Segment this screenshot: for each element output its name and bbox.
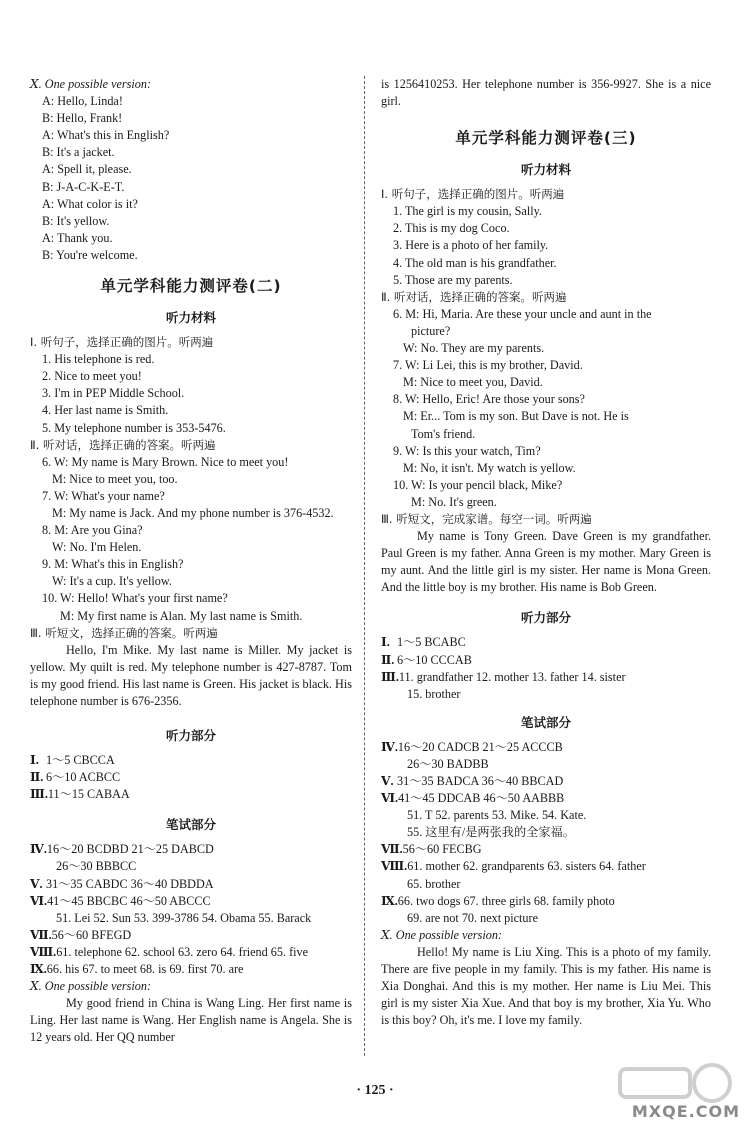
answer-number: Ⅲ. <box>30 787 48 802</box>
text-line: 5. Those are my parents. <box>393 272 513 287</box>
text-line: B: You're welcome. <box>42 247 138 262</box>
answer-line <box>381 807 711 824</box>
right-column <box>381 76 711 1029</box>
part-one-sentences-3 <box>381 203 711 288</box>
answer-text: 6～10 ACBCC <box>46 770 121 785</box>
text-line: 1. The girl is my cousin, Sally. <box>393 204 542 219</box>
text-line: 1. His telephone is red. <box>42 352 155 367</box>
answer-number: Ⅶ. <box>381 842 403 857</box>
answer-text: 15. brother <box>407 686 461 701</box>
answer-number: Ⅰ. <box>30 753 39 768</box>
answer-line <box>30 893 352 910</box>
dialogue-line: 7. W: What's your name? <box>42 488 165 503</box>
watermark-text: MXQE.COM <box>631 1102 740 1121</box>
answer-text: 16～20 CADCB 21～25 ACCCB <box>397 739 563 754</box>
answer-line <box>30 786 352 803</box>
text-line: A: What color is it? <box>42 196 138 211</box>
answer-line <box>30 841 352 858</box>
answer-line <box>30 876 352 893</box>
dialogue-line: M: Nice to meet you, too. <box>52 471 178 486</box>
text-line: B: It's yellow. <box>42 213 110 228</box>
text-line: A: What's this in English? <box>42 128 170 143</box>
section-title: 单元学科能力测评卷(二) <box>100 277 282 296</box>
answer-line <box>30 858 352 875</box>
written-part-heading-3: 笔试部分 <box>520 714 571 730</box>
dialogue-line: 8. W: Hello, Eric! Are those your sons? <box>393 392 585 407</box>
dialogue-line: 6. W: My name is Mary Brown. Nice to meet you! <box>42 454 289 469</box>
answer-number: Ⅱ. <box>381 652 395 667</box>
part-two-heading-3: Ⅱ. 听对话，选择正确的答案。听两遍 <box>381 289 567 304</box>
dialogue-line: W: No. I'm Helen. <box>52 540 142 555</box>
answer-number: Ⅳ. <box>381 739 398 754</box>
continued-passage: is 1256410253. Her telephone number is 356-9927. She is a nice girl. <box>381 77 711 109</box>
answer-line <box>381 686 711 703</box>
answer-number: Ⅳ. <box>30 842 47 857</box>
section-title-3: 单元学科能力测评卷(三) <box>455 129 637 148</box>
answer-text: 26～30 BBBCC <box>56 859 137 874</box>
answer-text: 31～35 CABDC 36～40 DBDDA <box>46 876 214 891</box>
answer-line <box>381 773 711 790</box>
answer-line <box>30 927 352 944</box>
version-passage: My good friend in China is Wang Ling. Her first name is Ling. Her last name is Wang. Her English name is Angela. She is 12 years old. Her QQ number <box>30 996 352 1045</box>
dialogue-line: 9. W: Is this your watch, Tim? <box>393 443 541 458</box>
dialogue-line: 6. M: Hi, Maria. Are these your uncle and aunt in the <box>393 306 652 321</box>
dialogue-line: M: Er... Tom is my son. But Dave is not. He is <box>403 409 629 424</box>
answer-text: 16～20 BCDBD 21～25 DABCD <box>46 842 214 857</box>
dialogue-line: M: My first name is Alan. My last name is Smith. <box>60 608 303 623</box>
text-line: A: Spell it, please. <box>42 162 132 177</box>
answer-line <box>30 769 352 786</box>
dialogue-line: M: No, it isn't. My watch is yellow. <box>403 460 576 475</box>
version-header-bottom: Ⅹ. One possible version: <box>30 979 152 994</box>
answer-text: 61. telephone 62. school 63. zero 64. friend 65. five <box>56 944 309 959</box>
answer-number: Ⅱ. <box>30 770 44 785</box>
dialogue-line: W: It's a cup. It's yellow. <box>52 574 172 589</box>
listening-answers <box>30 752 352 803</box>
written-answers-3 <box>381 739 711 927</box>
text-line: 5. My telephone number is 353-5476. <box>42 420 226 435</box>
answer-number: Ⅶ. <box>30 927 52 942</box>
answer-line <box>30 961 352 978</box>
listening-material-heading: 听力材料 <box>165 310 216 326</box>
text-line: B: J-A-C-K-E-T. <box>42 179 125 194</box>
answer-number: Ⅵ. <box>30 893 48 908</box>
written-part-heading: 笔试部分 <box>165 817 216 833</box>
answer-text: 41～45 DDCAB 46～50 AABBB <box>398 791 565 806</box>
answer-text: 41～45 BBCBC 46～50 ABCCC <box>47 893 211 908</box>
answer-number: Ⅲ. <box>381 669 399 684</box>
answer-number: Ⅷ. <box>381 859 408 874</box>
answer-number: Ⅸ. <box>381 893 398 908</box>
dialogue-line: 10. W: Hello! What's your first name? <box>42 591 228 606</box>
text-line: 3. Here is a photo of her family. <box>393 238 549 253</box>
dialogue-line: M: No. It's green. <box>411 494 497 509</box>
answer-line <box>381 841 711 858</box>
answer-line <box>30 944 352 961</box>
answer-number: Ⅰ. <box>381 635 390 650</box>
text-line: 4. The old man is his grandfather. <box>393 255 557 270</box>
dialogue-line: Tom's friend. <box>411 426 476 441</box>
answer-number: Ⅷ. <box>30 944 57 959</box>
listening-material-heading-3: 听力材料 <box>520 162 571 178</box>
answer-line <box>381 876 711 893</box>
answer-line <box>381 634 711 651</box>
answer-text: 11～15 CABAA <box>47 787 130 802</box>
answer-number: Ⅴ. <box>30 876 43 891</box>
answer-number: Ⅴ. <box>381 774 394 788</box>
answer-text: 65. brother <box>407 876 461 891</box>
part-three-passage-3: My name is Tony Green. Dave Green is my grandfather. Paul Green is my father. Anna Green is my mother. Mary Green is my aunt. And the little girl is my sister. Her name is Mona Green. And the little boy is my brother. His name is Bob Green. <box>381 529 711 595</box>
answer-text: 66. his 67. to meet 68. is 69. first 70. are <box>46 962 244 977</box>
dialogue-line: M: My name is Jack. And my phone number is 376-4532. <box>52 505 334 520</box>
dialogue-line: M: Nice to meet you, David. <box>403 375 543 390</box>
text-line: B: Hello, Frank! <box>42 111 123 126</box>
answer-text: 55. 这里有/是两张我的全家福。 <box>407 825 575 840</box>
part-one-sentences <box>30 351 352 436</box>
answer-line <box>381 739 711 756</box>
dialogue-line: picture? <box>411 323 451 338</box>
part-three-heading-3: Ⅲ. 听短文，完成家谱。每空一词。听两遍 <box>381 511 592 526</box>
text-line: 2. This is my dog Coco. <box>393 221 510 236</box>
text-line: A: Hello, Linda! <box>42 94 123 109</box>
answer-line <box>381 790 711 807</box>
answer-line <box>30 752 352 769</box>
answer-text: 51. Lei 52. Sun 53. 399-3786 54. Obama 55. Barack <box>56 910 312 925</box>
version-header-3: Ⅹ. One possible version: <box>381 927 503 942</box>
answer-text: 61. mother 62. grandparents 63. sisters 64. father <box>407 859 646 874</box>
answer-text: 6～10 CCCAB <box>397 652 472 667</box>
answer-text: 11. grandfather 12. mother 13. father 14. sister <box>398 669 626 684</box>
answer-line <box>381 910 711 927</box>
answer-line <box>381 824 711 841</box>
answer-line <box>381 893 711 910</box>
answer-text: 66. two dogs 67. three girls 68. family photo <box>397 893 615 908</box>
version-header: Ⅹ. One possible version: <box>30 77 152 91</box>
answer-text: 56～60 FECBG <box>402 842 482 857</box>
listening-part-heading-3: 听力部分 <box>520 610 571 626</box>
part-three-passage: Hello, I'm Mike. My last name is Miller. My jacket is yellow. My quilt is red. My telephone number is 427-8787. Tom is my good friend. His last name is Green. His jacket is black. His telephone number is 676-2356. <box>30 642 352 708</box>
answer-text: 51. T 52. parents 53. Mike. 54. Kate. <box>407 808 587 823</box>
text-line: 2. Nice to meet you! <box>42 369 142 384</box>
part-one-heading-3: Ⅰ. 听句子，选择正确的图片。听两遍 <box>381 187 565 202</box>
answer-text: 31～35 BADCA 36～40 BBCAD <box>397 774 564 788</box>
answer-line <box>381 652 711 669</box>
dialogue-block <box>30 93 352 264</box>
dialogue-line: W: No. They are my parents. <box>403 341 545 356</box>
dialogue-line: 7. W: Li Lei, this is my brother, David. <box>393 358 583 373</box>
page-number: · 125 · <box>356 1083 394 1098</box>
text-line: B: It's a jacket. <box>42 145 115 160</box>
answer-line <box>30 910 352 927</box>
answer-number: Ⅸ. <box>30 962 47 977</box>
dialogue-line: 8. M: Are you Gina? <box>42 523 143 538</box>
part-two-dialogues-3 <box>381 306 711 511</box>
text-line: A: Thank you. <box>42 230 113 245</box>
left-column <box>30 76 352 1047</box>
part-two-dialogues <box>30 454 352 625</box>
answer-text: 26～30 BADBB <box>407 756 489 771</box>
listening-answers-3 <box>381 634 711 702</box>
dialogue-line: 10. W: Is your pencil black, Mike? <box>393 477 563 492</box>
answer-number: Ⅵ. <box>381 791 399 806</box>
part-three-heading: Ⅲ. 听短文，选择正确的答案。听两遍 <box>30 625 218 640</box>
answer-line <box>381 858 711 875</box>
answer-line <box>381 756 711 773</box>
version-passage-3: Hello! My name is Liu Xing. This is a photo of my family. There are five people in my family. This is my father. His name is Xia Donghai. And this is my mother. Her name is Liu Mei. This girl is my sister Xia Xue. And that boy is my brother, Xia Yu. Who is this boy? Oh, it's me. I love my family. <box>381 944 711 1028</box>
answer-text: 69. are not 70. next picture <box>407 910 538 925</box>
part-two-heading: Ⅱ. 听对话，选择正确的答案。听两遍 <box>30 437 216 452</box>
written-answers <box>30 841 352 978</box>
answer-line <box>381 669 711 686</box>
answer-text: 1～5 BCABC <box>397 635 466 650</box>
part-one-heading: Ⅰ. 听句子，选择正确的图片。听两遍 <box>30 335 214 350</box>
text-line: 4. Her last name is Smith. <box>42 403 169 418</box>
dialogue-line: 9. M: What's this in English? <box>42 557 184 572</box>
answer-text: 56～60 BFEGD <box>51 927 132 942</box>
column-divider <box>364 76 365 1056</box>
answer-text: 1～5 CBCCA <box>46 753 115 768</box>
text-line: 3. I'm in PEP Middle School. <box>42 386 185 401</box>
listening-part-heading: 听力部分 <box>165 728 216 744</box>
